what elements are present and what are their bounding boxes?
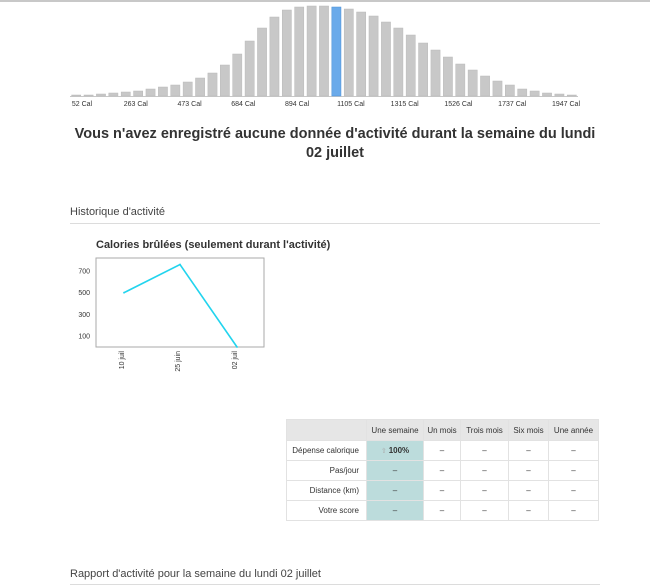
distribution-tick-label: 1737 Cal <box>498 101 527 108</box>
table-cell: – <box>367 481 424 501</box>
table-row <box>287 481 599 501</box>
table-cell: – <box>509 501 549 521</box>
distribution-bar <box>419 43 428 96</box>
x-tick-label: 02 juil <box>232 351 239 370</box>
distribution-bar <box>220 65 229 96</box>
distribution-bar <box>270 17 279 96</box>
table-cell: – <box>509 441 549 461</box>
table-cell: – <box>461 481 509 501</box>
table-row <box>287 501 599 521</box>
x-tick-label: 10 juil <box>119 351 126 370</box>
activity-summary-table <box>286 419 599 521</box>
highlighted-distribution-bar <box>332 7 341 96</box>
distribution-bar <box>369 16 378 96</box>
table-cell: – <box>461 461 509 481</box>
distribution-bar <box>505 85 514 96</box>
distribution-bar <box>121 92 130 96</box>
distribution-bar <box>493 81 502 96</box>
distribution-bar <box>233 54 242 96</box>
distribution-bar <box>456 64 465 96</box>
y-tick-label: 700 <box>78 268 90 276</box>
distribution-bar <box>208 73 217 96</box>
no-activity-headline: Vous n'avez enregistré aucune donnée d'activité durant la semaine du lundi 02 juillet <box>74 126 596 161</box>
y-tick-label: 300 <box>78 311 90 319</box>
distribution-bar <box>96 94 105 96</box>
table-cell: – <box>549 461 599 481</box>
row-label: Votre score <box>287 501 367 521</box>
distribution-tick-label: 52 Cal <box>71 101 93 108</box>
table-cell: – <box>461 501 509 521</box>
table-cell: – <box>367 461 424 481</box>
table-cell: – <box>424 441 461 461</box>
tab-six-months[interactable]: Six mois <box>509 420 549 441</box>
distribution-bar <box>555 94 564 96</box>
distribution-tick-label: 473 Cal <box>177 101 202 108</box>
distribution-tick-label: 263 Cal <box>123 101 148 108</box>
tab-three-months[interactable]: Trois mois <box>461 420 509 441</box>
table-row <box>287 441 599 461</box>
distribution-bar <box>295 7 304 96</box>
summary-header-row <box>287 420 599 441</box>
table-cell: – <box>549 441 599 461</box>
distribution-bar <box>431 50 440 96</box>
calorie-week-value: 100% <box>388 446 410 455</box>
plot-area <box>96 258 264 347</box>
distribution-tick-label: 894 Cal <box>285 101 310 108</box>
calories-line-chart <box>70 252 280 380</box>
distribution-tick-label: 1105 Cal <box>337 101 365 108</box>
tab-one-month[interactable]: Un mois <box>424 420 461 441</box>
table-cell: – <box>461 441 509 461</box>
calories-data-point <box>123 292 125 294</box>
calories-data-point <box>236 346 238 348</box>
distribution-tick-label: 684 Cal <box>231 101 256 108</box>
table-cell: – <box>424 481 461 501</box>
x-tick-label: 25 juin <box>175 351 182 372</box>
distribution-bar <box>357 12 366 96</box>
distribution-bar <box>183 82 192 96</box>
report-section-title: Rapport d'activité pour la semaine du lundi 02 juillet <box>70 568 321 580</box>
table-cell: – <box>424 461 461 481</box>
distribution-bar <box>518 89 527 96</box>
distribution-bar <box>84 95 93 96</box>
history-section-title: Historique d'activité <box>70 206 166 218</box>
distribution-bar <box>134 91 143 96</box>
distribution-bar <box>394 28 403 96</box>
table-cell: – <box>367 501 424 521</box>
summary-corner-cell <box>287 420 367 441</box>
tab-one-week[interactable]: Une semaine <box>367 420 424 441</box>
trend-arrow-icon: ⇧ <box>380 448 387 455</box>
distribution-bar <box>406 35 415 96</box>
distribution-bar <box>567 95 576 96</box>
row-label: Dépense calorique <box>287 441 367 461</box>
distribution-bar <box>542 93 551 96</box>
distribution-bar <box>171 85 180 96</box>
history-section-rule <box>70 223 600 224</box>
distribution-bar <box>109 93 118 96</box>
tab-one-year[interactable]: Une année <box>549 420 599 441</box>
distribution-bar <box>196 78 205 96</box>
table-row <box>287 461 599 481</box>
distribution-bar <box>245 41 254 96</box>
y-tick-label: 500 <box>78 290 90 298</box>
distribution-bar <box>319 6 328 96</box>
table-cell: – <box>549 501 599 521</box>
distribution-tick-label: 1526 Cal <box>444 101 473 108</box>
calories-chart-title: Calories brûlées (seulement durant l'activité) <box>96 239 331 251</box>
table-cell: – <box>509 481 549 501</box>
distribution-bar <box>480 76 489 96</box>
table-cell: – <box>424 501 461 521</box>
calories-data-point <box>179 264 181 266</box>
table-cell: – <box>509 461 549 481</box>
calorie-week-cell <box>367 441 424 461</box>
distribution-bar <box>530 91 539 96</box>
distribution-tick-label: 1315 Cal <box>390 101 419 108</box>
distribution-bar <box>72 95 81 96</box>
row-label: Distance (km) <box>287 481 367 501</box>
distribution-tick-label: 1947 Cal <box>551 101 581 108</box>
distribution-bar <box>344 9 353 96</box>
distribution-bar <box>307 6 316 96</box>
y-tick-label: 100 <box>78 333 90 341</box>
distribution-bar <box>146 89 155 96</box>
distribution-bar <box>381 22 390 96</box>
distribution-bar <box>282 10 291 96</box>
row-label: Pas/jour <box>287 461 367 481</box>
distribution-bar <box>443 57 452 96</box>
distribution-bar <box>158 87 167 96</box>
calorie-distribution-chart <box>0 0 650 112</box>
distribution-bar <box>468 70 477 96</box>
distribution-bar <box>257 28 266 96</box>
table-cell: – <box>549 481 599 501</box>
